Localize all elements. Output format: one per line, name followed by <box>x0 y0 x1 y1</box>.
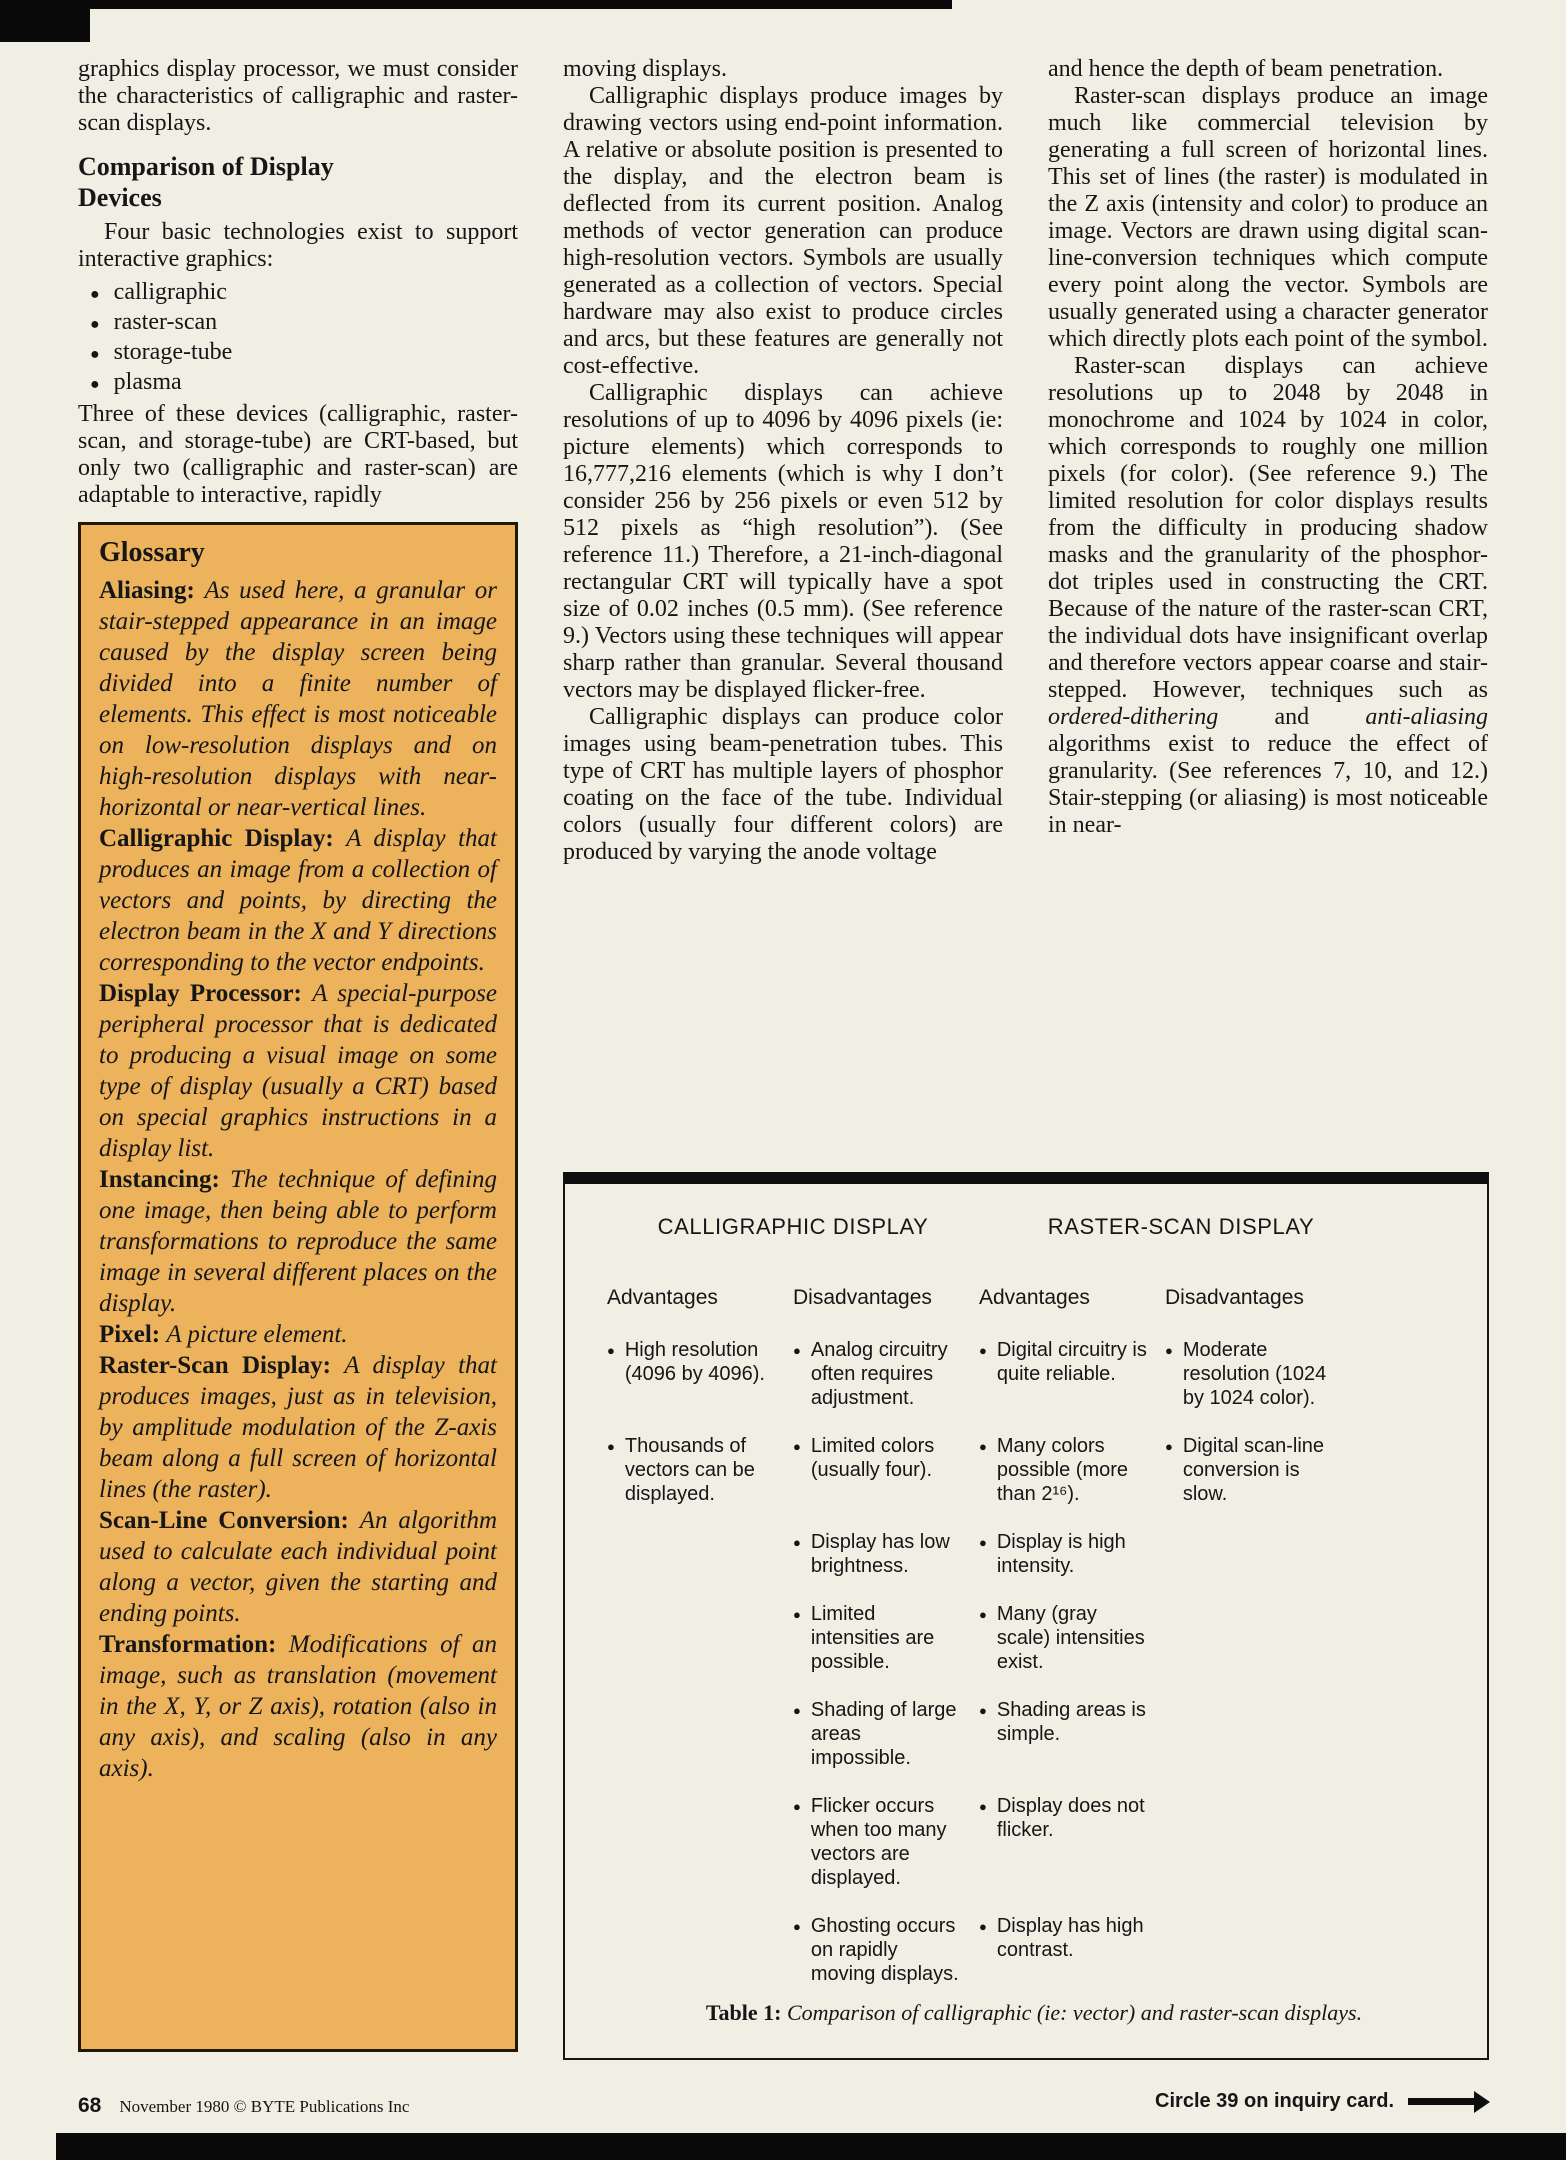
bullet-item <box>90 307 518 337</box>
table-cell-text: Many colors possible (more than 2¹⁶). <box>996 1435 1129 1505</box>
footer-left <box>78 2094 409 2118</box>
table-cell-text: Shading of large areas impossible. <box>810 1699 957 1769</box>
glossary-definition: Modifications of an image, such as translation (movement in the X, Y, or Z axis), rotation (also in any axis), and scaling (also in any axis). <box>99 1631 498 1782</box>
column-right <box>1048 56 1488 839</box>
bullet-icon: ● <box>979 1799 987 1814</box>
emphasized-term: anti-aliasing <box>1365 704 1488 730</box>
table-cell <box>793 1338 979 1410</box>
table-caption-label: Table 1: <box>705 2000 782 2025</box>
table-cell-text: Limited intensities are possible. <box>810 1603 935 1673</box>
bullet-icon: ● <box>90 376 100 393</box>
bullet-icon: ● <box>793 1607 801 1622</box>
table-cell <box>979 1602 1165 1674</box>
glossary-definition: An algorithm used to calculate each individual point along a vector, given the starting and ending points. <box>99 1507 498 1627</box>
publication-credit: November 1980 © BYTE Publications Inc <box>119 2097 410 2116</box>
glossary-entry <box>99 1164 497 1319</box>
glossary-entry <box>99 823 497 978</box>
table-cell <box>607 1338 793 1386</box>
table-cell <box>979 1794 1165 1842</box>
bullet-icon: ● <box>793 1703 801 1718</box>
glossary-term: Pixel: <box>99 1321 161 1348</box>
table-cell-text: Flicker occurs when too many vectors are displayed. <box>810 1795 947 1889</box>
column-left <box>78 56 518 509</box>
glossary-entry <box>99 1629 497 1784</box>
table-cell-text: Analog circuitry often requires adjustment. <box>810 1339 948 1409</box>
table-cell-text: Ghosting occurs on rapidly moving displays. <box>810 1915 959 1985</box>
inquiry-card-text: Circle 39 on inquiry card. <box>1155 2090 1394 2112</box>
table-column-header: Advantages <box>979 1286 1090 1309</box>
bullet-icon: ● <box>979 1535 987 1550</box>
table-cell-text: Digital circuitry is quite reliable. <box>996 1339 1147 1385</box>
section-heading: Comparison of Display Devices <box>78 152 334 212</box>
column-middle <box>563 56 1003 866</box>
glossary-term: Calligraphic Display: <box>99 825 334 852</box>
paragraph: Raster-scan displays produce an image much like commercial television by generating a full screen of horizontal lines. This set of lines (the raster) is modulated in the Z axis (intensity and color) to produce an image. Vectors are drawn using digital scan-line-conversion techniques which compute every point along the vector. Symbols are usually generated using a character generator which directly plots each point of the symbol. <box>1048 83 1488 352</box>
bullet-icon: ● <box>793 1919 801 1934</box>
bullet-label: raster-scan <box>113 309 218 335</box>
table-cell-text: Display has high contrast. <box>996 1915 1144 1961</box>
scan-artifact-bottom-bar <box>56 2133 1566 2160</box>
bullet-item <box>90 367 518 397</box>
table-cell <box>793 1602 979 1674</box>
arrow-right-icon <box>1408 2091 1490 2113</box>
bullet-icon: ● <box>979 1607 987 1622</box>
table-cell <box>607 1434 793 1506</box>
table-column-header-row <box>607 1286 1461 1310</box>
table-cell <box>793 1698 979 1770</box>
bullet-icon: ● <box>793 1535 801 1550</box>
bullet-icon: ● <box>979 1919 987 1934</box>
arrow-shaft <box>1408 2098 1474 2105</box>
paragraph-text: algorithms exist to reduce the effect of granularity. (See references 7, 10, and 12.) Stair-stepping (or aliasing) is most noticeable in near- <box>1048 731 1488 838</box>
table-cell <box>793 1794 979 1890</box>
table-column-header: Advantages <box>607 1286 718 1309</box>
table-cell-text: Display has low brightness. <box>810 1531 950 1577</box>
paragraph: and hence the depth of beam penetration. <box>1048 56 1444 82</box>
bullet-item <box>90 337 518 367</box>
table-cell-text: Moderate resolution (1024 by 1024 color). <box>1182 1339 1327 1409</box>
table-caption-text: Comparison of calligraphic (ie: vector) and raster-scan displays. <box>786 2000 1363 2025</box>
table-cell-text: Shading areas is simple. <box>996 1699 1146 1745</box>
bullet-icon: ● <box>793 1343 801 1358</box>
bullet-icon: ● <box>793 1439 801 1454</box>
bullet-icon: ● <box>1165 1343 1173 1358</box>
bullet-icon: ● <box>607 1439 615 1454</box>
table-cell <box>793 1434 979 1482</box>
table-cell <box>979 1530 1165 1578</box>
bullet-icon: ● <box>1165 1439 1173 1454</box>
bullet-icon: ● <box>979 1343 987 1358</box>
glossary-term: Display Processor: <box>99 980 302 1007</box>
bullet-icon: ● <box>90 346 100 363</box>
glossary-entry <box>99 1350 497 1505</box>
glossary-title: Glossary <box>99 537 205 568</box>
glossary-term: Aliasing: <box>99 577 195 604</box>
bullet-item <box>90 277 518 307</box>
table-cell-text: Many (gray scale) intensities exist. <box>996 1603 1145 1673</box>
bullet-label: plasma <box>113 369 182 395</box>
table-column-header: Disadvantages <box>793 1286 932 1309</box>
paragraph <box>1048 353 1488 839</box>
glossary-definition: As used here, a granular or stair-stepped appearance in an image caused by the display screen being divided into a finite number of elements. This effect is most noticeable on low-resolution displays and on high-resolution displays with near-horizontal or near-vertical lines. <box>99 577 497 821</box>
table-cell <box>979 1434 1165 1506</box>
table-cell <box>793 1914 979 1986</box>
table-column-header: Disadvantages <box>1165 1286 1304 1309</box>
bullet-icon: ● <box>979 1703 987 1718</box>
glossary-term: Instancing: <box>99 1166 220 1193</box>
paragraph: graphics display processor, we must consider the characteristics of calligraphic and raster-scan displays. <box>78 56 518 136</box>
table-cell-text: Display does not flicker. <box>996 1795 1145 1841</box>
glossary-term: Raster-Scan Display: <box>99 1352 331 1379</box>
table-cell <box>1165 1434 1363 1506</box>
emphasized-term: ordered-dithering <box>1048 704 1219 730</box>
table-group-header-row <box>607 1214 1461 1240</box>
scan-artifact-top-left <box>0 0 90 42</box>
bullet-icon: ● <box>90 316 100 333</box>
table-cell-text: High resolution (4096 by 4096). <box>624 1339 765 1385</box>
table-body <box>607 1338 1461 1986</box>
glossary-definition: A display that produces an image from a collection of vectors and points, by directing the electron beam in the X and Y directions corresponding to the vector endpoints. <box>99 825 497 976</box>
paragraph: Calligraphic displays can produce color images using beam-penetration tubes. This type of CRT has multiple layers of phosphor coating on the face of the tube. Individual colors (usually four different colors) are produced by varying the anode voltage <box>563 704 1003 865</box>
technology-bullet-list <box>78 277 518 397</box>
paragraph-text: Raster-scan displays can achieve resolutions up to 2048 by 2048 in monochrome and 1024 by 1024 in color, which corresponds to roughly one million pixels (for color). (See reference 9.) The limited resolution for color displays results from the difficulty in producing shadow masks and the granularity of the phosphor-dot triples used in constructing the CRT. Because of the nature of the raster-scan CRT, the individual dots have insignificant overlap and therefore vectors appear coarse and stair-stepped. However, techniques such as <box>1048 353 1488 703</box>
arrow-head <box>1474 2091 1490 2113</box>
bullet-icon: ● <box>793 1799 801 1814</box>
glossary-box <box>78 522 518 2052</box>
footer-right <box>1155 2090 1490 2113</box>
table-cell-text: Limited colors (usually four). <box>810 1435 935 1481</box>
paragraph: moving displays. <box>563 56 728 82</box>
table-cell <box>979 1698 1165 1746</box>
page-number: 68 <box>78 2094 102 2117</box>
glossary-definition: A picture element. <box>166 1321 348 1348</box>
paragraph: Four basic technologies exist to support interactive graphics: <box>78 219 518 272</box>
table-cell <box>1165 1338 1363 1410</box>
table-cell-text: Display is high intensity. <box>996 1531 1126 1577</box>
scan-artifact-top-bar <box>0 0 952 9</box>
bullet-label: storage-tube <box>113 339 233 365</box>
table-cell-text: Thousands of vectors can be displayed. <box>624 1435 755 1505</box>
paragraph-text: and <box>1218 704 1366 730</box>
bullet-label: calligraphic <box>113 279 227 305</box>
comparison-table <box>563 1172 1489 2060</box>
glossary-definition: A special-purpose peripheral processor that is dedicated to producing a visual image on some type of display (usually a CRT) based on special graphics instructions in a display list. <box>99 980 498 1162</box>
glossary-entry <box>99 575 497 823</box>
glossary-definition: A display that produces images, just as in television, by amplitude modulation of the Z-axis beam along a full screen of horizontal lines (the raster). <box>99 1352 497 1503</box>
table-cell <box>979 1338 1165 1386</box>
glossary-term: Scan-Line Conversion: <box>99 1507 349 1534</box>
glossary-definition: The technique of defining one image, then being able to perform transformations to reproduce the same image in several different places on the display. <box>99 1166 497 1317</box>
table-group-header-calligraphic: CALLIGRAPHIC DISPLAY <box>657 1214 929 1239</box>
glossary-entry <box>99 978 497 1164</box>
glossary-term: Transformation: <box>99 1631 277 1658</box>
bullet-icon: ● <box>979 1439 987 1454</box>
table-cell <box>793 1530 979 1578</box>
glossary-entry <box>99 1319 497 1350</box>
bullet-icon: ● <box>607 1343 615 1358</box>
table-group-header-raster: RASTER-SCAN DISPLAY <box>1047 1214 1315 1239</box>
table-cell-text: Digital scan-line conversion is slow. <box>1182 1435 1325 1505</box>
table-caption <box>607 2000 1461 2032</box>
table-cell <box>979 1914 1165 1962</box>
paragraph: Three of these devices (calligraphic, raster-scan, and storage-tube) are CRT-based, but only two (calligraphic and raster-scan) are adaptable to interactive, rapidly <box>78 401 518 508</box>
glossary-entry <box>99 1505 497 1629</box>
paragraph: Calligraphic displays can achieve resolutions of up to 4096 by 4096 pixels (ie: picture elements) which corresponds to 16,777,216 elements (which is why I don’t consider 256 by 256 pixels or even 512 by 512 pixels as “high resolution”). (See reference 11.) Therefore, a 21-inch-diagonal rectangular CRT will typically have a spot size of 0.02 inches (0.5 mm). (See reference 9.) Vectors using these techniques will appear sharp rather than granular. Several thousand vectors may be displayed flicker-free. <box>563 380 1003 703</box>
paragraph: Calligraphic displays produce images by drawing vectors using end-point information. A relative or absolute position is presented to the display, and the electron beam is deflected from its current position. Analog methods of vector generation can produce high-resolution vectors. Symbols are usually generated as a collection of vectors. Special hardware may also exist to produce circles and arcs, but these features are generally not cost-effective. <box>563 83 1003 379</box>
bullet-icon: ● <box>90 286 100 303</box>
